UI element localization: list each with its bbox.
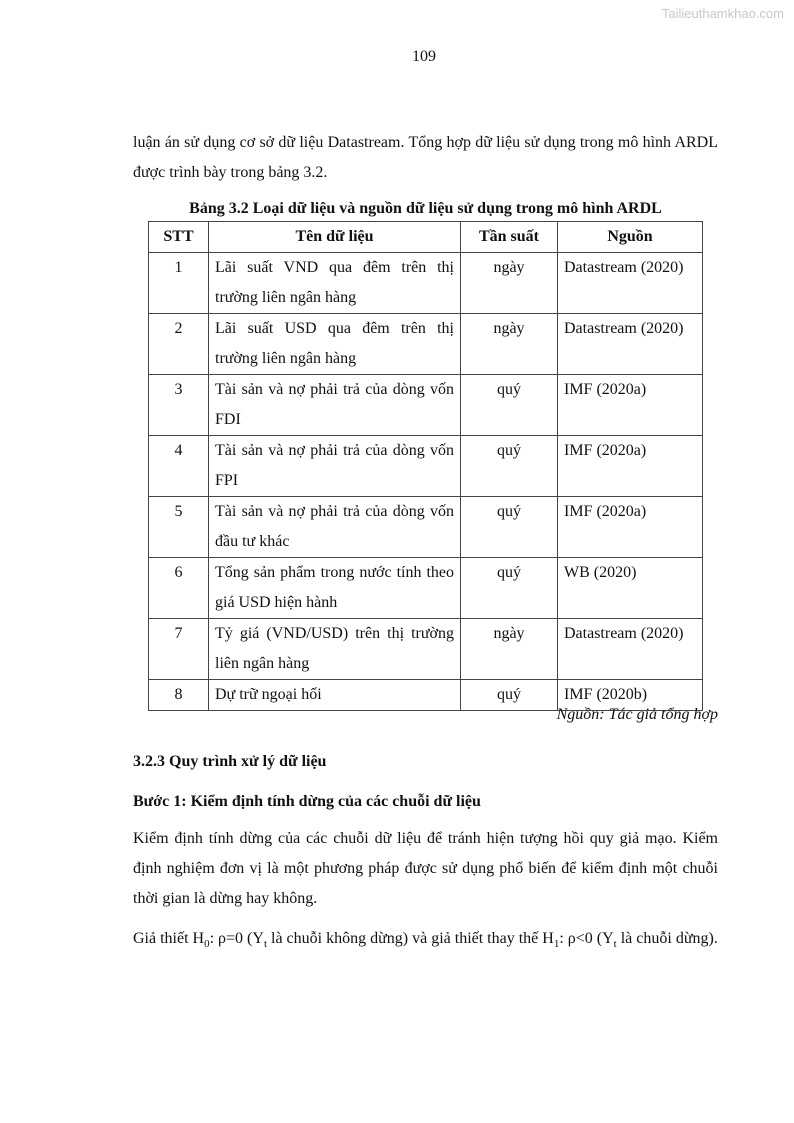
- table-row: [149, 436, 703, 497]
- step-heading: Bước 1: Kiểm định tính dừng của các chuỗi dữ liệu: [133, 793, 481, 810]
- text: là chuỗi không dừng) và giả thiết thay thế H: [267, 930, 554, 947]
- cell-stt: 8: [149, 680, 209, 711]
- text: Giả thiết H: [133, 930, 205, 947]
- table-row: [149, 619, 703, 680]
- table-row: [149, 253, 703, 314]
- cell-name: Lãi suất VND qua đêm trên thị trường liên ngân hàng: [209, 253, 461, 314]
- cell-frequency: quý: [461, 436, 558, 497]
- cell-source: IMF (2020a): [558, 436, 703, 497]
- cell-name: Tài sản và nợ phải trả của dòng vốn FPI: [209, 436, 461, 497]
- cell-source: Datastream (2020): [558, 619, 703, 680]
- cell-stt: 7: [149, 619, 209, 680]
- table-row: [149, 375, 703, 436]
- table-row: [149, 497, 703, 558]
- watermark: Tailieuthamkhao.com: [661, 6, 784, 21]
- cell-name: Tổng sản phẩm trong nước tính theo giá USD hiện hành: [209, 558, 461, 619]
- cell-name: Dự trữ ngoại hối: [209, 680, 461, 711]
- table-row: [149, 314, 703, 375]
- cell-frequency: quý: [461, 558, 558, 619]
- table-source: Nguồn: Tác giả tổng hợp: [556, 706, 718, 723]
- cell-frequency: quý: [461, 375, 558, 436]
- cell-name: Tài sản và nợ phải trả của dòng vốn FDI: [209, 375, 461, 436]
- text: là chuỗi dừng).: [616, 930, 718, 947]
- cell-name: Tỷ giá (VND/USD) trên thị trường liên ngân hàng: [209, 619, 461, 680]
- cell-source: IMF (2020b): [558, 680, 703, 711]
- header-stt: STT: [149, 222, 209, 253]
- cell-source: IMF (2020a): [558, 497, 703, 558]
- cell-name: Tài sản và nợ phải trả của dòng vốn đầu tư khác: [209, 497, 461, 558]
- text: : ρ=0 (Y: [209, 930, 264, 947]
- data-table: [148, 221, 703, 711]
- header-name: Tên dữ liệu: [209, 222, 461, 253]
- paragraph-stationarity: [133, 824, 718, 914]
- header-frequency: Tần suất: [461, 222, 558, 253]
- cell-source: Datastream (2020): [558, 253, 703, 314]
- intro-text: luận án sử dụng cơ sở dữ liệu Datastream. Tổng hợp dữ liệu sử dụng trong mô hình ARDL được trình bày trong bảng 3.2.: [133, 134, 718, 181]
- cell-source: IMF (2020a): [558, 375, 703, 436]
- text: : ρ<0 (Y: [559, 930, 614, 947]
- cell-stt: 5: [149, 497, 209, 558]
- cell-stt: 1: [149, 253, 209, 314]
- table-header-row: [149, 222, 703, 253]
- cell-stt: 3: [149, 375, 209, 436]
- cell-frequency: ngày: [461, 619, 558, 680]
- cell-name: Lãi suất USD qua đêm trên thị trường liên ngân hàng: [209, 314, 461, 375]
- hypothesis-text: [133, 924, 718, 959]
- table-row: [149, 558, 703, 619]
- subscript: 0: [204, 938, 210, 951]
- cell-frequency: ngày: [461, 314, 558, 375]
- page-number: 109: [412, 48, 436, 65]
- cell-frequency: quý: [461, 680, 558, 711]
- section-heading: 3.2.3 Quy trình xử lý dữ liệu: [133, 753, 327, 770]
- header-source: Nguồn: [558, 222, 703, 253]
- intro-paragraph: [133, 128, 718, 188]
- cell-frequency: ngày: [461, 253, 558, 314]
- subscript: 1: [553, 938, 560, 951]
- cell-source: WB (2020): [558, 558, 703, 619]
- cell-stt: 6: [149, 558, 209, 619]
- cell-source: Datastream (2020): [558, 314, 703, 375]
- cell-stt: 2: [149, 314, 209, 375]
- cell-frequency: quý: [461, 497, 558, 558]
- paragraph-text: Kiểm định tính dừng của các chuỗi dữ liệu để tránh hiện tượng hồi quy giả mạo. Kiểm định nghiệm đơn vị là một phương pháp được sử dụng phổ biến để kiểm định một chuỗi thời gian là dừng hay không.: [133, 830, 718, 907]
- table-caption: Bảng 3.2 Loại dữ liệu và nguồn dữ liệu sử dụng trong mô hình ARDL: [189, 200, 662, 217]
- subscript: t: [613, 938, 617, 951]
- hypothesis-paragraph: [133, 924, 718, 959]
- subscript: t: [263, 938, 267, 951]
- cell-stt: 4: [149, 436, 209, 497]
